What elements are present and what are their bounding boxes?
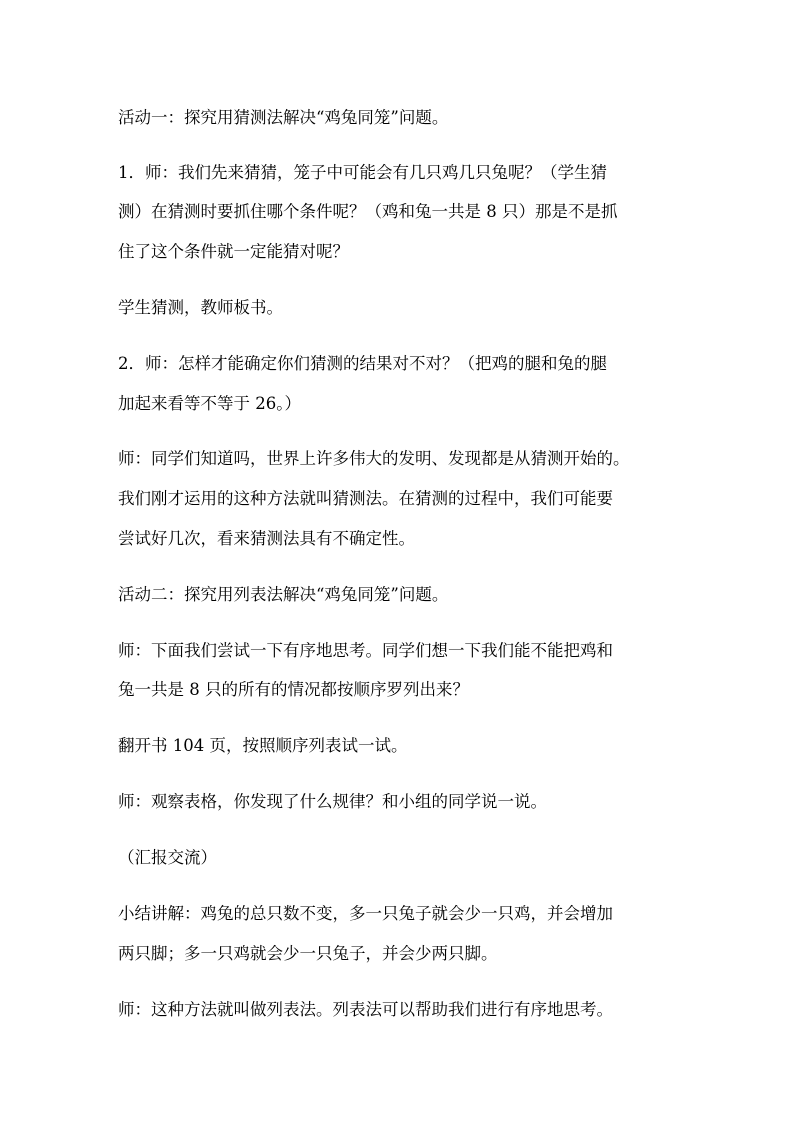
paragraph-line: 师：这种方法就叫做列表法。列表法可以帮助我们进行有序地思考。 [118, 1000, 613, 1019]
paragraph-line: 师：下面我们尝试一下有序地思考。同学们想一下我们能不能把鸡和 [118, 641, 613, 660]
paragraph-line: 1．师：我们先来猜猜，笼子中可能会有几只鸡几只兔呢？（学生猜 [118, 163, 607, 182]
paragraph-line: 翻开书 104 页，按照顺序列表试一试。 [118, 736, 408, 755]
activity-one-heading: 活动一：探究用猜测法解决“鸡兔同笼”问题。 [118, 108, 449, 127]
paragraph-line: 尝试好几次，看来猜测法具有不确定性。 [118, 529, 415, 548]
summary-line: 小结讲解：鸡兔的总只数不变，多一只兔子就会少一只鸡，并会增加 [118, 904, 613, 923]
paragraph-line: 师：同学们知道吗，世界上许多伟大的发明、发现都是从猜测开始的。 [118, 449, 630, 468]
paragraph-line: 住了这个条件就一定能猜对呢？ [118, 242, 349, 261]
paragraph-line: 加起来看等不等于 26。） [118, 394, 301, 413]
activity-two-heading: 活动二：探究用列表法解决“鸡兔同笼”问题。 [118, 585, 449, 604]
paragraph-line: 我们刚才运用的这种方法就叫猜测法。在猜测的过程中，我们可能要 [118, 489, 613, 508]
summary-line: 两只脚；多一只鸡就会少一只兔子，并会少两只脚。 [118, 944, 498, 963]
paragraph-line: 兔一共是 8 只的所有的情况都按顺序罗列出来？ [118, 680, 469, 699]
paragraph-line: （汇报交流） [118, 848, 217, 867]
paragraph-line: 测）在猜测时要抓住哪个条件呢？（鸡和兔一共是 8 只）那是不是抓 [118, 202, 618, 221]
paragraph-line: 师：观察表格，你发现了什么规律？和小组的同学说一说。 [118, 792, 547, 811]
paragraph-line: 2．师：怎样才能确定你们猜测的结果对不对？（把鸡的腿和兔的腿 [118, 354, 607, 373]
paragraph-line: 学生猜测，教师板书。 [118, 298, 283, 317]
